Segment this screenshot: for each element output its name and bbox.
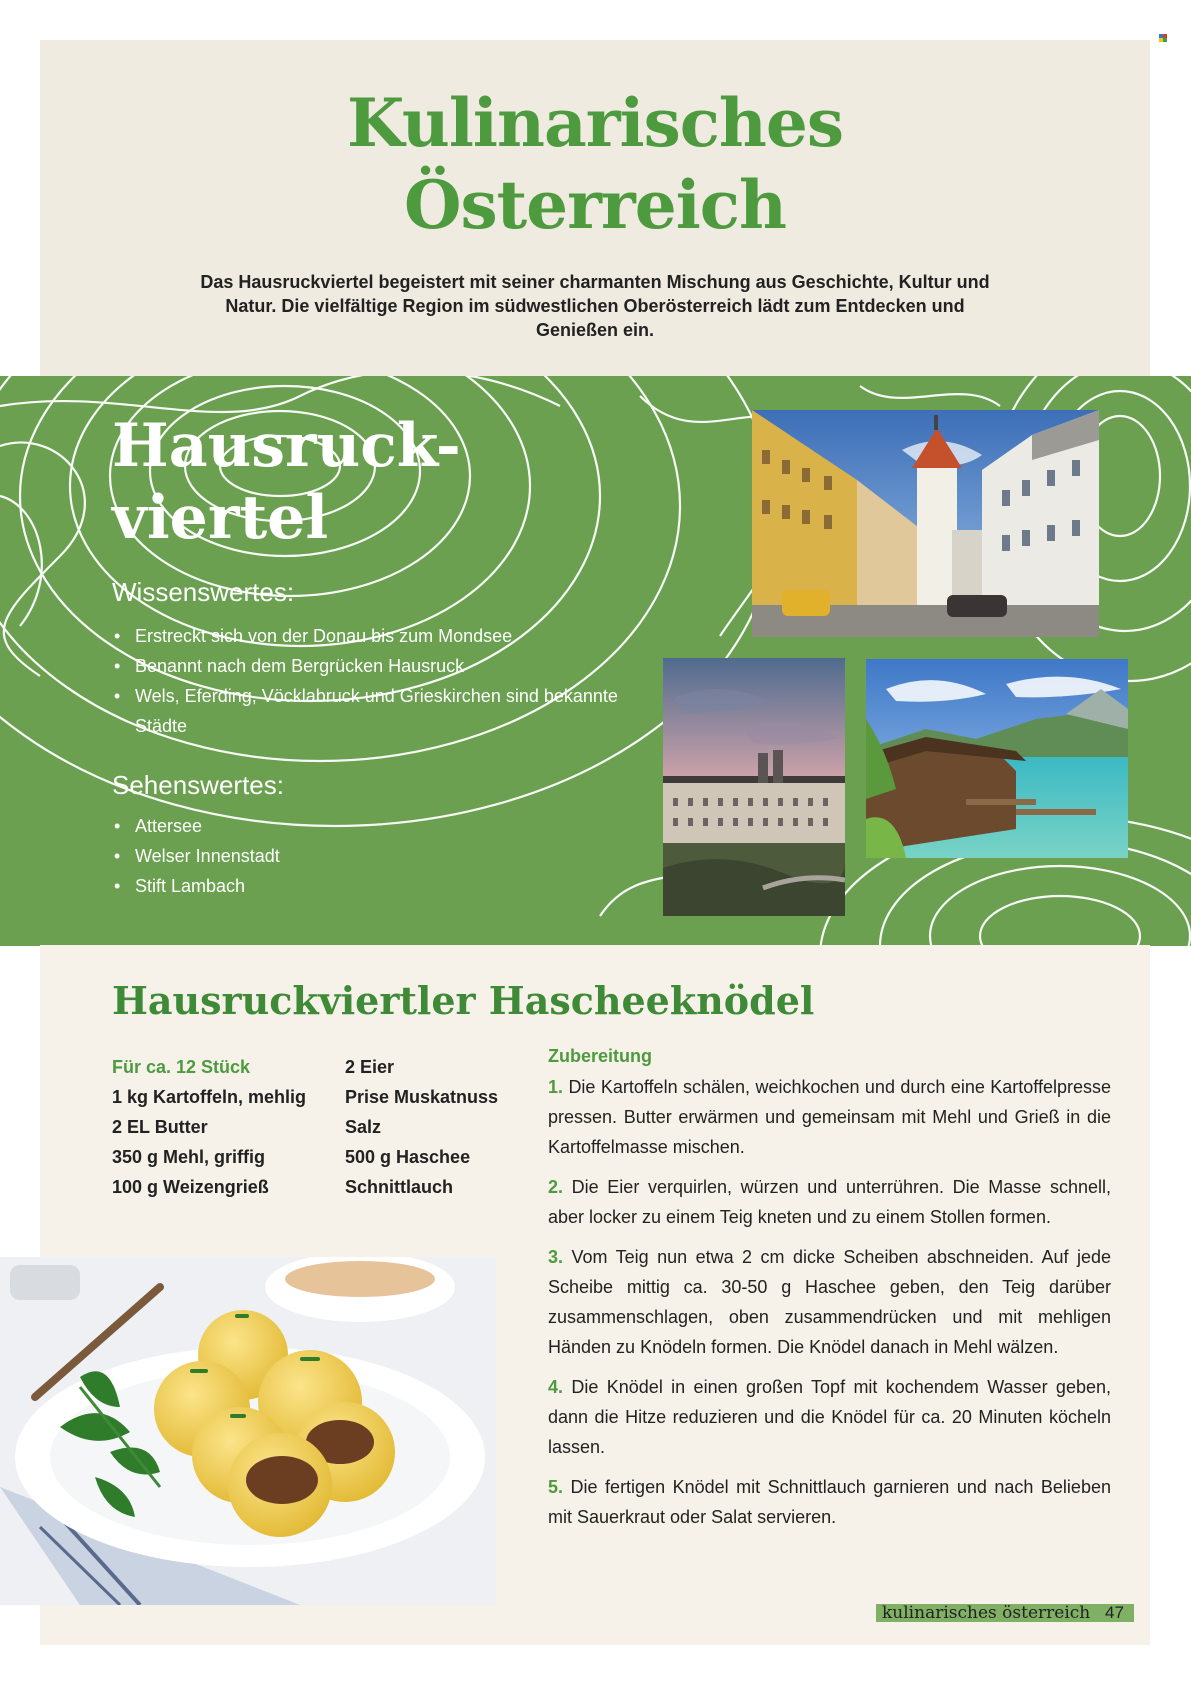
- step-number: 4.: [548, 1377, 564, 1397]
- sights-list: [112, 811, 512, 901]
- sight-item: • Welser Innenstadt: [112, 841, 512, 871]
- page-title-line2: Österreich: [404, 166, 786, 244]
- step-item: [548, 1072, 1111, 1162]
- step-number: 5.: [548, 1477, 564, 1497]
- step-item: [548, 1472, 1111, 1532]
- step-text: Die Eier verquirlen, würzen und unterrühren. Die Masse schnell, aber locker zu einem Teig kneten und zu einem Stollen formen.: [548, 1177, 1111, 1227]
- ingredient-item: 100 g Weizengrieß: [112, 1177, 269, 1197]
- page-number: 47: [1105, 1603, 1124, 1622]
- ingredient-item: Prise Muskatnuss: [345, 1087, 499, 1107]
- step-number: 3.: [548, 1247, 564, 1267]
- preparation-heading: Zubereitung: [548, 1046, 652, 1066]
- region-title-line2: viertel: [112, 483, 329, 553]
- region-title: [112, 410, 461, 554]
- step-text: Vom Teig nun etwa 2 cm dicke Scheiben abschneiden. Auf jede Scheibe mittig ca. 30-50 g Haschee geben, den Teig darüber zusammenschlagen, oben zusammendrücken und mit mehligen Händen zu Knödeln formen. Die Knödel danach in Mehl wälzen.: [548, 1247, 1111, 1357]
- page-title-line1: Kulinarisches: [346, 84, 844, 162]
- sights-heading: Sehenswertes:: [112, 770, 284, 800]
- step-item: [548, 1172, 1111, 1232]
- town-street-photo: [752, 410, 1099, 637]
- fact-item: • Wels, Eferding, Vöcklabruck und Grieskirchen sind bekannte Städte: [112, 681, 632, 741]
- step-item: [548, 1372, 1111, 1462]
- ingredients-column-2: [345, 1052, 535, 1202]
- color-registration-mark: [1159, 34, 1167, 42]
- dumplings-photo: [0, 1257, 496, 1605]
- sight-item: • Stift Lambach: [112, 871, 512, 901]
- fact-item: • Erstreckt sich von der Donau bis zum Mondsee: [112, 621, 632, 651]
- ingredient-item: 500 g Haschee: [345, 1147, 471, 1167]
- intro-text: Das Hausruckviertel begeistert mit seiner charmanten Mischung aus Geschichte, Kultur und Natur. Die vielfältige Region im südwestlichen Oberösterreich lädt zum Entdecken und Genießen ein.: [200, 272, 990, 340]
- ingredient-item: 2 Eier: [345, 1057, 395, 1077]
- preparation-steps: [548, 1072, 1111, 1542]
- facts-heading: Wissenswertes:: [112, 577, 295, 607]
- step-item: [548, 1242, 1111, 1362]
- footer-section-label: kulinarisches österreich: [882, 1603, 1091, 1623]
- ingredient-item: Schnittlauch: [345, 1177, 454, 1197]
- ingredient-item: Salz: [345, 1117, 382, 1137]
- step-text: Die Kartoffeln schälen, weichkochen und durch eine Kartoffelpresse pressen. Butter erwärmen und gemeinsam mit Mehl und Grieß in die Kartoffelmasse mischen.: [548, 1077, 1111, 1157]
- ingredient-item: 350 g Mehl, griffig: [112, 1147, 266, 1167]
- recipe-title: Hausruckviertler Hascheeknödel: [112, 978, 815, 1023]
- step-text: Die Knödel in einen großen Topf mit kochendem Wasser geben, dann die Hitze reduzieren und die Knödel für ca. 20 Minuten köcheln lassen.: [548, 1377, 1111, 1457]
- ingredients-column-1: [112, 1052, 332, 1202]
- fact-item: • Benannt nach dem Bergrücken Hausruck: [112, 651, 632, 681]
- step-number: 2.: [548, 1177, 564, 1197]
- facts-list: [112, 621, 632, 741]
- step-text: Die fertigen Knödel mit Schnittlauch garnieren und nach Belieben mit Sauerkraut oder Salat servieren.: [548, 1477, 1111, 1527]
- ingredient-item: 1 kg Kartoffeln, mehlig: [112, 1087, 307, 1107]
- region-title-line1: Hausruck-: [112, 411, 461, 481]
- step-number: 1.: [548, 1077, 564, 1097]
- recipe-yield: Für ca. 12 Stück: [112, 1057, 251, 1077]
- ingredient-item: 2 EL Butter: [112, 1117, 208, 1137]
- lake-boathouse-photo: [866, 659, 1128, 858]
- abbey-photo: [663, 658, 845, 916]
- sight-item: • Attersee: [112, 811, 512, 841]
